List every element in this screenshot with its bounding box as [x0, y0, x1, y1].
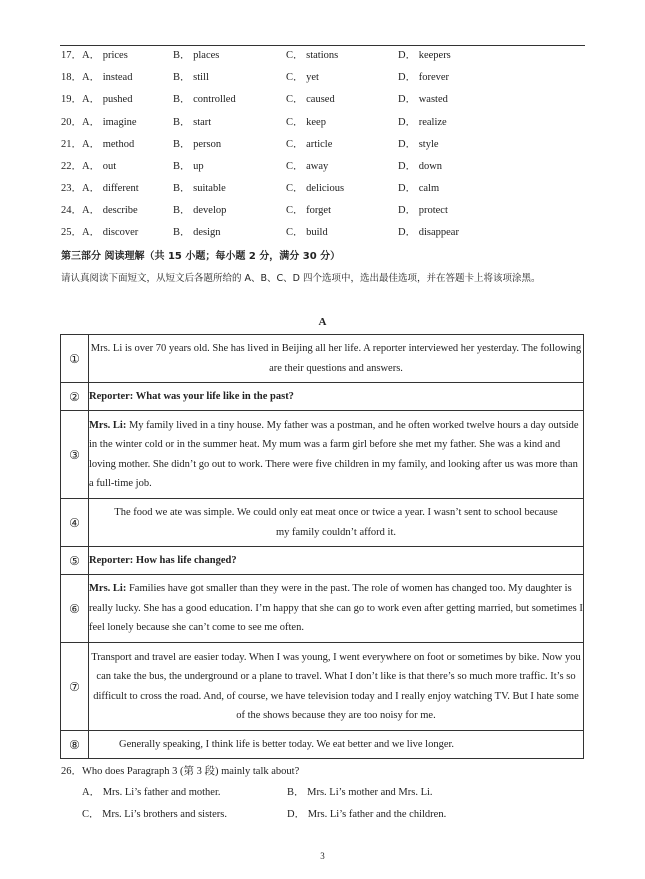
question-26-stem: 26．Who does Paragraph 3 (第 3 段) mainly talk about? — [61, 766, 300, 777]
question-number: 22． — [61, 161, 82, 172]
option-b: B． start — [173, 117, 212, 128]
section-instruction: 请认真阅读下面短文，从短文后各题所给的 A、B、C、D 四个选项中，选出最佳选项，并在答题卡上将该项涂黑。 — [61, 273, 541, 284]
paragraph-row — [61, 499, 584, 547]
option-a: A． imagine — [82, 117, 137, 128]
option-c: C． build — [286, 227, 328, 238]
paragraph-text — [89, 499, 584, 547]
paragraph-row — [61, 731, 584, 759]
paragraph-content: Generally speaking, I think life is better today. We eat better and we live longer. — [119, 738, 455, 750]
option-c: C． yet — [286, 72, 319, 83]
option-c: C． forget — [286, 205, 332, 216]
option-d: D． down — [398, 161, 443, 172]
option-b: B． suitable — [173, 183, 226, 194]
option-a: A． method — [82, 139, 135, 150]
option-d: D． realize — [398, 117, 447, 128]
option-a: A． instead — [82, 72, 133, 83]
paragraph-row — [61, 411, 584, 499]
option-d: D． protect — [398, 205, 448, 216]
option-b: B． up — [173, 161, 204, 172]
option-d: D． forever — [398, 72, 450, 83]
option-d: D． disappear — [398, 227, 459, 238]
paragraph-text — [89, 731, 584, 759]
paragraph-number: ① — [61, 335, 89, 383]
top-rule — [60, 45, 585, 46]
option-a: A． discover — [82, 227, 139, 238]
paragraph-content: Transport and travel are easier today. When I was young, I went everywhere on foot or sometimes by bike. Now you can take the bus, the underground or a plane to travel. What I don’t like is that there’s so much more traffic. It’s so difficult to cross the road. And, of course, we have television today and I really enjoy watching TV. But I hate some of the shows because they are too noisy for me. — [91, 651, 581, 721]
paragraph-number: ⑦ — [61, 643, 89, 731]
option-b: B． person — [173, 139, 222, 150]
paragraph-text — [89, 335, 584, 383]
option-a: A． out — [82, 161, 117, 172]
paragraph-text — [89, 575, 584, 643]
question-number: 19． — [61, 94, 82, 105]
option-c: C． keep — [286, 117, 326, 128]
paragraph-number: ② — [61, 383, 89, 411]
question-26-option-d[interactable]: D． Mrs. Li’s father and the children. — [287, 809, 447, 820]
paragraph-row — [61, 643, 584, 731]
paragraph-number: ④ — [61, 499, 89, 547]
option-b: B． places — [173, 50, 220, 61]
paragraph-row — [61, 547, 584, 575]
option-c: C． delicious — [286, 183, 345, 194]
question-26-option-b[interactable]: B． Mrs. Li’s mother and Mrs. Li. — [287, 787, 433, 798]
option-c: C． caused — [286, 94, 335, 105]
passage-table — [60, 334, 584, 759]
option-a: A． different — [82, 183, 139, 194]
option-a: A． pushed — [82, 94, 133, 105]
page-number: 3 — [320, 851, 325, 861]
option-c: C． stations — [286, 50, 339, 61]
paragraph-text — [89, 411, 584, 499]
question-26-option-a[interactable]: A． Mrs. Li’s father and mother. — [82, 787, 221, 798]
question-number: 23． — [61, 183, 82, 194]
option-a: A． describe — [82, 205, 138, 216]
paragraph-content: Reporter: What was your life like in the past? — [89, 390, 294, 402]
question-number: 18． — [61, 72, 82, 83]
option-d: D． wasted — [398, 94, 448, 105]
speaker-label: Mrs. Li: — [89, 583, 127, 595]
paragraph-content: My family lived in a tiny house. My father was a postman, and he often worked twelve hours a day outside in the winter cold or in the summer heat. My mum was a farm girl before she met my father. She was a kind and loving mother. She didn’t go out to work. There were five children in my family, and looking after us was more than a full-time job. — [89, 419, 579, 489]
paragraph-row — [61, 335, 584, 383]
option-b: B． controlled — [173, 94, 236, 105]
option-c: C． away — [286, 161, 329, 172]
question-number: 17． — [61, 50, 82, 61]
option-d: D． style — [398, 139, 439, 150]
option-a: A． prices — [82, 50, 128, 61]
paragraph-content: Mrs. Li is over 70 years old. She has lived in Beijing all her life. A reporter interviewed her yesterday. The following are their questions and answers. — [90, 343, 582, 374]
speaker-label: Mrs. Li: — [89, 419, 127, 431]
question-number: 20． — [61, 117, 82, 128]
option-d: D． calm — [398, 183, 440, 194]
paragraph-number: ⑥ — [61, 575, 89, 643]
option-b: B． develop — [173, 205, 227, 216]
paragraph-text — [89, 383, 584, 411]
paragraph-content: The food we ate was simple. We could only eat meat once or twice a year. I wasn’t sent to school because my family couldn’t afford it. — [114, 507, 558, 538]
question-number: 25． — [61, 227, 82, 238]
paragraph-number: ⑤ — [61, 547, 89, 575]
section-heading: 第三部分 阅读理解（共 15 小题；每小题 2 分，满分 30 分） — [61, 251, 341, 262]
paragraph-number: ⑧ — [61, 731, 89, 759]
paragraph-number: ③ — [61, 411, 89, 499]
question-number: 21． — [61, 139, 82, 150]
paragraph-row — [61, 383, 584, 411]
paragraph-content: Families have got smaller than they were in the past. The role of women has changed too. My daughter is really lucky. She has a good education. I’m happy that she can go to work even after getting married, but sometimes I feel lonely because she can’t come to see me often. — [89, 583, 583, 634]
option-b: B． design — [173, 227, 221, 238]
paragraph-content: Reporter: How has life changed? — [89, 554, 237, 566]
paragraph-text — [89, 643, 584, 731]
paragraph-text — [89, 547, 584, 575]
option-c: C． article — [286, 139, 333, 150]
paragraph-row — [61, 575, 584, 643]
option-d: D． keepers — [398, 50, 451, 61]
option-b: B． still — [173, 72, 209, 83]
question-26-option-c[interactable]: C． Mrs. Li’s brothers and sisters. — [82, 809, 227, 820]
passage-title: A — [318, 316, 327, 328]
question-number: 24． — [61, 205, 82, 216]
